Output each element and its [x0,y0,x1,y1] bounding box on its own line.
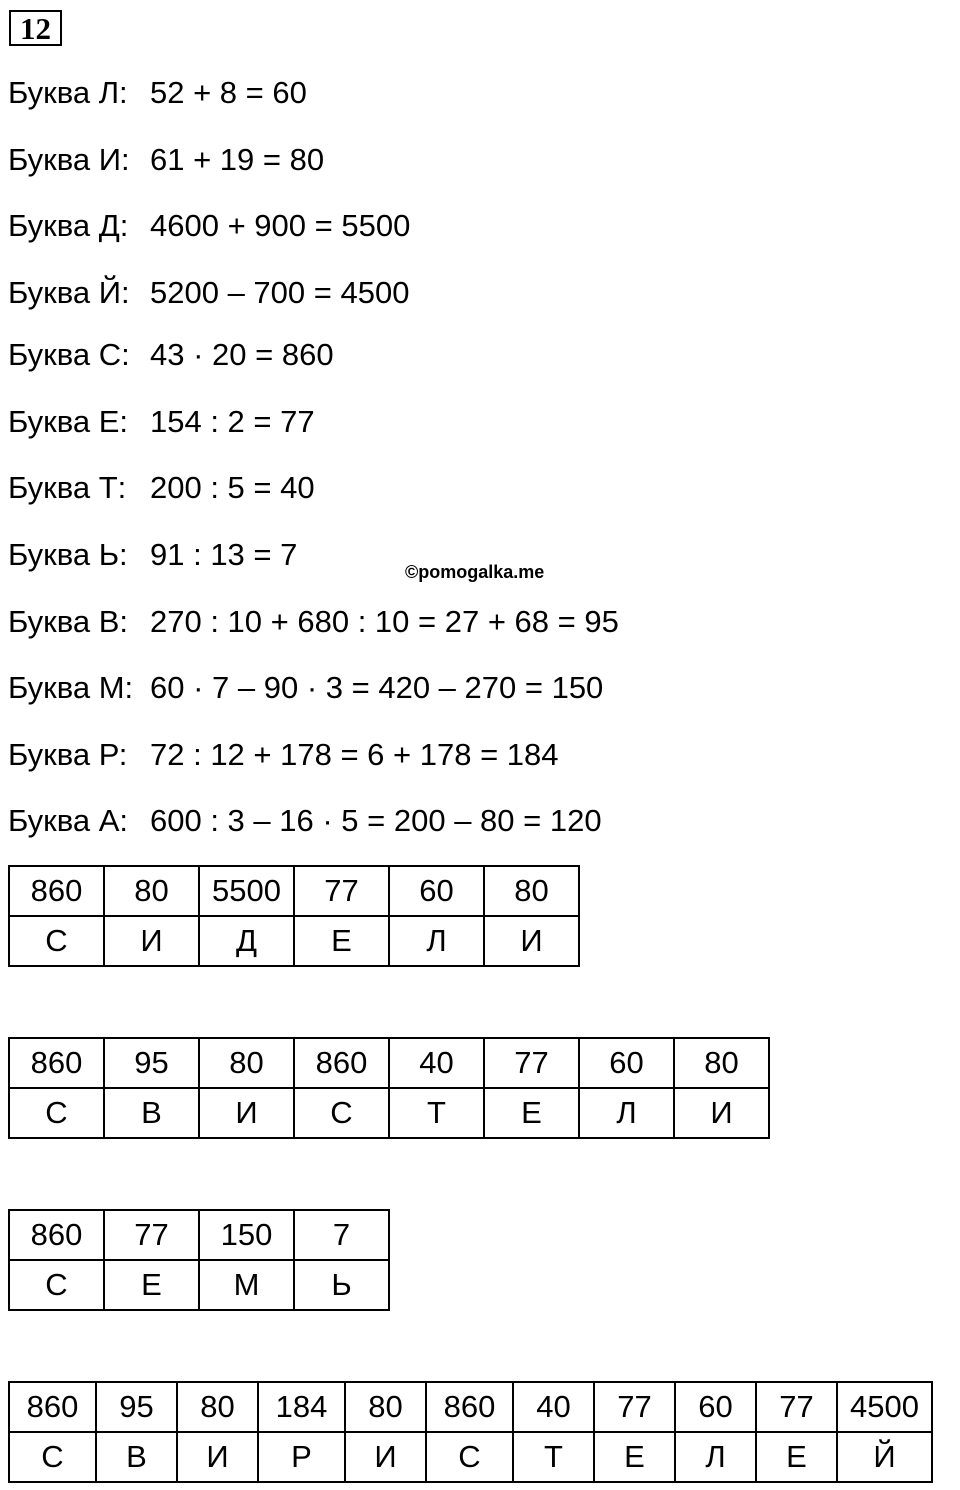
letter-cell: Е [294,916,389,966]
letter-cell: Ь [294,1260,389,1310]
equation-expression: 60 · 7 – 90 · 3 = 420 – 270 = 150 [150,670,604,705]
letter-cell: И [177,1432,258,1482]
letter-cell: И [104,916,199,966]
letter-cell: Е [594,1432,675,1482]
number-cell: 77 [484,1038,579,1088]
equation-label: Буква В: [8,604,128,639]
number-cell: 860 [294,1038,389,1088]
letter-cell: М [199,1260,294,1310]
number-cell: 7 [294,1210,389,1260]
letter-cell: Т [513,1432,594,1482]
number-cell: 77 [104,1210,199,1260]
number-cell: 5500 [199,866,294,916]
numbers-row [9,1382,932,1432]
number-cell: 860 [426,1382,513,1432]
number-cell: 60 [389,866,484,916]
numbers-row [9,1210,389,1260]
equation-expression: 5200 – 700 = 4500 [150,275,410,310]
equation-expression: 200 : 5 = 40 [150,470,315,505]
equation-label: Буква Д: [8,208,129,243]
letters-row [9,916,579,966]
watermark: ©pomogalka.me [405,562,545,582]
number-cell: 80 [674,1038,769,1088]
equation-expression: 43 · 20 = 860 [150,337,334,372]
letter-cell: Л [389,916,484,966]
numbers-row [9,866,579,916]
number-cell: 80 [484,866,579,916]
number-cell: 4500 [837,1382,932,1432]
equation-label: Буква Л: [8,75,128,110]
letter-cell: С [9,1432,96,1482]
letter-cell: Й [837,1432,932,1482]
number-cell: 77 [594,1382,675,1432]
equation-expression: 600 : 3 – 16 · 5 = 200 – 80 = 120 [150,803,602,838]
number-cell: 860 [9,1038,104,1088]
number-cell: 184 [258,1382,345,1432]
equation-expression: 154 : 2 = 77 [150,404,315,439]
letter-cell: И [484,916,579,966]
numbers-row [9,1038,769,1088]
letter-cell: С [426,1432,513,1482]
letter-cell: С [9,916,104,966]
letter-cell: И [199,1088,294,1138]
equation-expression: 270 : 10 + 680 : 10 = 27 + 68 = 95 [150,604,619,639]
equation-label: Буква И: [8,142,130,177]
equation-label: Буква Ь: [8,537,128,572]
equation-expression: 72 : 12 + 178 = 6 + 178 = 184 [150,737,559,772]
letter-cell: Л [675,1432,756,1482]
letter-cell: Л [579,1088,674,1138]
number-cell: 77 [294,866,389,916]
number-cell: 860 [9,866,104,916]
letter-cell: И [345,1432,426,1482]
number-cell: 80 [104,866,199,916]
number-cell: 95 [104,1038,199,1088]
cipher-table [8,1037,770,1139]
letter-cell: С [9,1088,104,1138]
equation-label: Буква Е: [8,404,128,439]
equation-expression: 4600 + 900 = 5500 [150,208,411,243]
letter-cell: Е [104,1260,199,1310]
task-number: 12 [9,10,62,46]
equation-label: Буква Й: [8,275,130,310]
cipher-table [8,1209,390,1311]
number-cell: 860 [9,1210,104,1260]
number-cell: 80 [199,1038,294,1088]
equation-label: Буква С: [8,337,130,372]
letter-cell: С [9,1260,104,1310]
equation-expression: 61 + 19 = 80 [150,142,325,177]
number-cell: 40 [513,1382,594,1432]
number-cell: 80 [177,1382,258,1432]
equation-label: Буква М: [8,670,134,705]
letter-cell: В [104,1088,199,1138]
equation-expression: 91 : 13 = 7 [150,537,298,572]
letters-row [9,1260,389,1310]
number-cell: 60 [579,1038,674,1088]
letter-cell: Е [756,1432,837,1482]
letter-cell: В [96,1432,177,1482]
cipher-table [8,1381,933,1483]
number-cell: 95 [96,1382,177,1432]
equation-expression: 52 + 8 = 60 [150,75,307,110]
cipher-table [8,865,580,967]
letter-cell: Д [199,916,294,966]
letter-cell: И [674,1088,769,1138]
letters-row [9,1432,932,1482]
number-cell: 77 [756,1382,837,1432]
equation-label: Буква Т: [8,470,127,505]
letter-cell: С [294,1088,389,1138]
number-cell: 60 [675,1382,756,1432]
number-cell: 860 [9,1382,96,1432]
number-cell: 150 [199,1210,294,1260]
letter-cell: Т [389,1088,484,1138]
letter-cell: Е [484,1088,579,1138]
equation-label: Буква А: [8,803,128,838]
equation-label: Буква Р: [8,737,128,772]
letter-cell: Р [258,1432,345,1482]
letters-row [9,1088,769,1138]
number-cell: 40 [389,1038,484,1088]
number-cell: 80 [345,1382,426,1432]
